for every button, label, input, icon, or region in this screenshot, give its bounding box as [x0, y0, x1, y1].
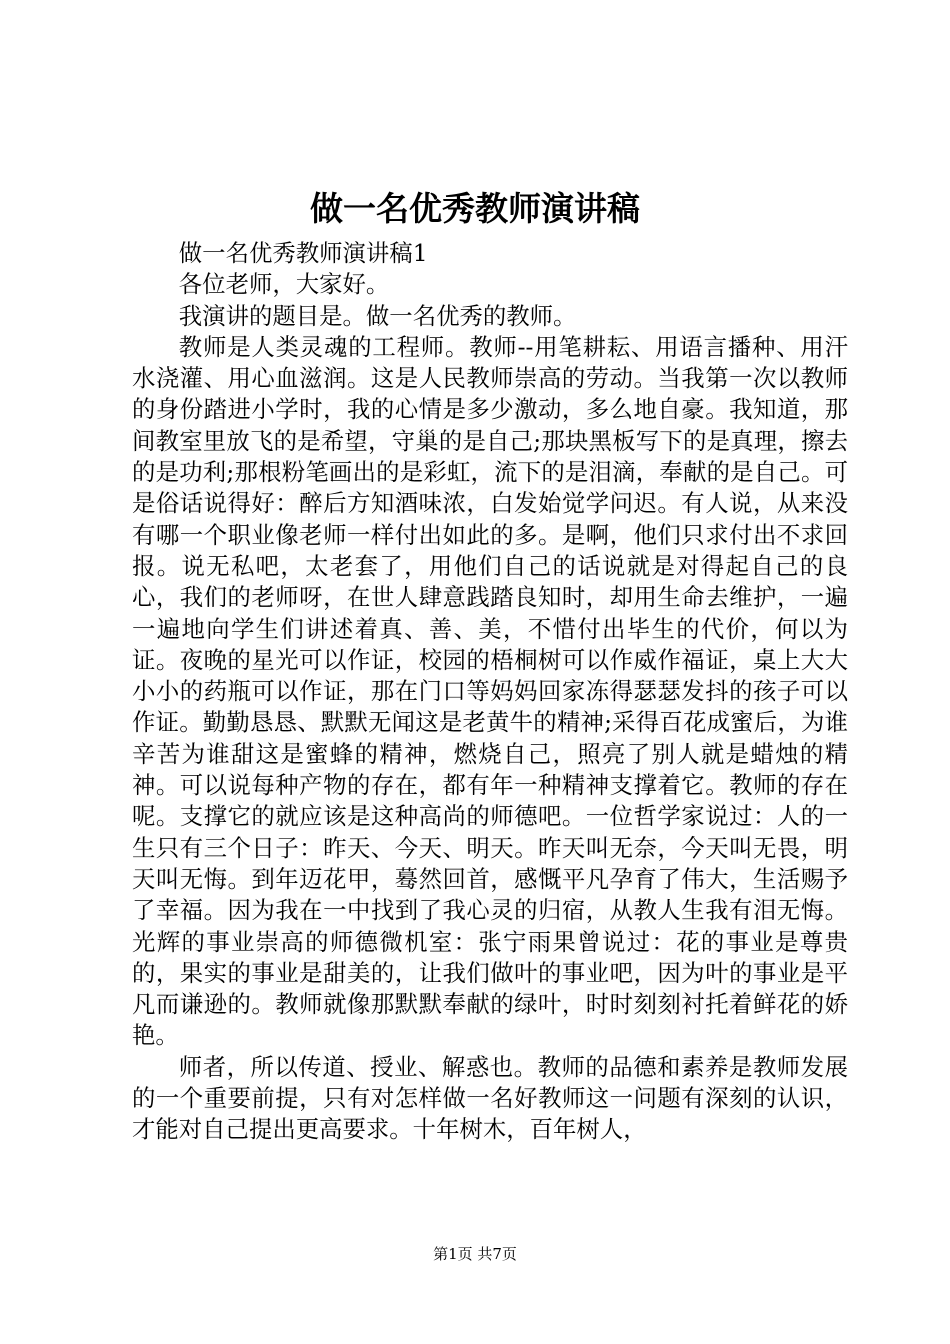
page-number-footer: 第1页 共7页 — [433, 1245, 517, 1263]
paragraph-topic: 我演讲的题目是。做一名优秀的教师。 — [178, 301, 577, 330]
paragraph-greeting: 各位老师，大家好。 — [178, 270, 390, 299]
paragraph-subtitle: 做一名优秀教师演讲稿1 — [178, 239, 428, 267]
document-title: 做一名优秀教师演讲稿 — [310, 189, 640, 228]
document-body — [132, 238, 848, 1146]
paragraph-continued: 师者，所以传道、授业、解惑也。教师的品德和素养是教师发展的一个重要前提，只有对怎样做一名好教师这一问题有深刻的认识，才能对自己提出更高要求。十年树木，百年树人， — [132, 1052, 848, 1144]
paragraph-main: 教师是人类灵魂的工程师。教师--用笔耕耘、用语言播种、用汗水浇灌、用心血滋润。这是人民教师崇高的劳动。当我第一次以教师的身份踏进小学时，我的心情是多少激动，多么地自豪。我知道，那间教室里放飞的是希望，守巢的是自己;那块黑板写下的是真理，擦去的是功利;那根粉笔画出的是彩虹，流下的是泪滴，奉献的是自己。可是俗话说得好：醉后方知酒味浓，白发始觉学问迟。有人说，从来没有哪一个职业像老师一样付出如此的多。是啊，他们只求付出不求回报。说无私吧，太老套了，用他们自己的话说就是对得起自己的良心，我们的老师呀，在世人肆意践踏良知时，却用生命去维护，一遍一遍地向学生们讲述着真、善、美，不惜付出毕生的代价，何以为证。夜晚的星光可以作证，校园的梧桐树可以作威作福证，桌上大大小小的药瓶可以作证，那在门口等妈妈回家冻得瑟瑟发抖的孩子可以作证。勤勤恳恳、默默无闻这是老黄牛的精神;采得百花成蜜后，为谁辛苦为谁甜这是蜜蜂的精神，燃烧自己，照亮了别人就是蜡烛的精神。可以说每种产物的存在，都有年一种精神支撑着它。教师的存在呢。支撑它的就应该是这种高尚的师德吧。一位哲学家说过：人的一生只有三个日子：昨天、今天、明天。昨天叫无奈，今天叫无畏，明天叫无悔。到年迈花甲，蓦然回首，感慨平凡孕育了伟大，生活赐予了幸福。因为我在一中找到了我心灵的归宿，从教人生我有泪无悔。光辉的事业崇高的师德微机室：张宁雨果曾说过：花的事业是尊贵的，果实的事业是甜美的，让我们做叶的事业吧，因为叶的事业是平凡而谦逊的。教师就像那默默奉献的绿叶，时时刻刻衬托着鲜花的娇艳。 — [132, 332, 848, 1050]
